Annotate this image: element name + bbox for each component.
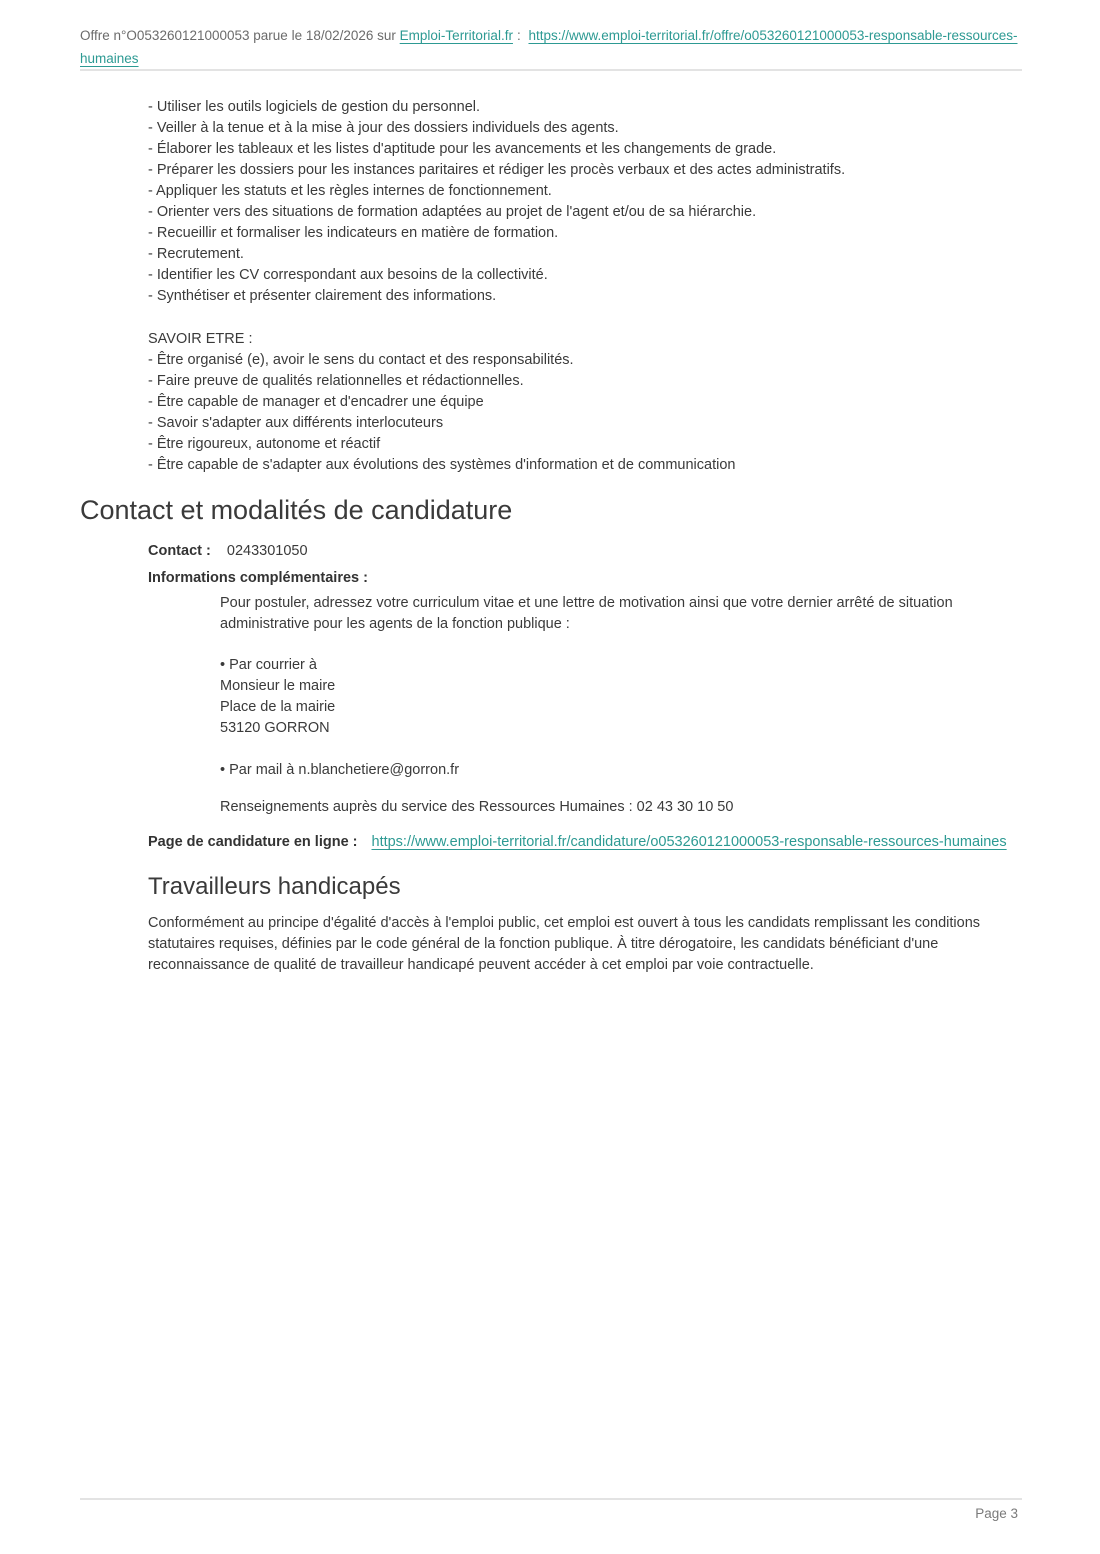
header-divider — [80, 69, 1022, 71]
list-item: - Être capable de s'adapter aux évolutions des systèmes d'information et de communication — [148, 457, 736, 473]
site-link[interactable]: Emploi-Territorial.fr — [399, 28, 513, 43]
application-page-link[interactable]: https://www.emploi-territorial.fr/candidature/o053260121000053-responsable-ressources-humaines — [371, 834, 1007, 850]
list-item: - Faire preuve de qualités relationnelles et rédactionnelles. — [148, 373, 524, 389]
contact-row — [148, 540, 1022, 563]
handicap-paragraph: Conformément au principe d'égalité d'accès à l'emploi public, cet emploi est ouvert à tous les candidats remplissant les conditions statutaires requises, définies par le code général de la fonction publique. À titre dérogatoire, les candidats bénéficiant d'une reconnaissance de qualité de travailleur handicapé peuvent accéder à cet emploi par voie contractuelle. — [148, 915, 981, 973]
list-item: - Utiliser les outils logiciels de gestion du personnel. — [148, 99, 481, 115]
list-item: - Être organisé (e), avoir le sens du contact et des responsabilités. — [148, 352, 574, 368]
list-item: - Veiller à la tenue et à la mise à jour des dossiers individuels des agents. — [148, 120, 619, 136]
page-footer — [80, 1506, 1018, 1521]
section-title-handicap: Travailleurs handicapés — [148, 873, 401, 900]
list-item: - Appliquer les statuts et les règles internes de fonctionnement. — [148, 183, 552, 199]
list-item: - Recueillir et formaliser les indicateurs en matière de formation. — [148, 225, 559, 241]
address-line: • Par courrier à — [220, 657, 317, 673]
address-line: 53120 GORRON — [220, 720, 330, 736]
application-details — [220, 593, 1022, 818]
document-header — [80, 24, 1022, 70]
contact-label: Contact : — [148, 543, 211, 559]
page-number: Page 3 — [975, 1506, 1018, 1521]
list-item: - Préparer les dossiers pour les instances paritaires et rédiger les procès verbaux et des actes administratifs. — [148, 162, 846, 178]
informations-label: Informations complémentaires : — [148, 570, 368, 586]
application-instructions: Pour postuler, adressez votre curriculum vitae et une lettre de motivation ainsi que votre dernier arrêté de situation administrative pour les agents de la fonction publique : — [220, 595, 953, 632]
footer-divider — [80, 1498, 1022, 1500]
header-separator: : — [516, 28, 521, 43]
list-item: - Savoir s'adapter aux différents interlocuteurs — [148, 415, 444, 431]
list-item: - Élaborer les tableaux et les listes d'aptitude pour les avancements et les changements de grade. — [148, 141, 777, 157]
list-item: - Recrutement. — [148, 246, 244, 262]
savoir-etre-section — [148, 329, 1022, 476]
contact-phone-value: 0243301050 — [226, 543, 308, 559]
savoir-etre-title: SAVOIR ETRE : — [148, 331, 253, 347]
offer-url-link[interactable]: https://www.emploi-territorial.fr/offre/o053260121000053-responsable-ressources-humaines — [80, 28, 1018, 66]
list-item: - Être capable de manager et d'encadrer une équipe — [148, 394, 484, 410]
address-line: Monsieur le maire — [220, 678, 336, 694]
application-page-row — [148, 831, 1022, 854]
offer-reference-text: Offre n°O053260121000053 parue le 18/02/2026 sur — [80, 28, 396, 43]
section-title-contact: Contact et modalités de candidature — [80, 495, 513, 525]
application-page-label: Page de candidature en ligne : — [148, 834, 358, 850]
email-contact-line: • Par mail à n.blanchetiere@gorron.fr — [220, 762, 460, 778]
address-line: Place de la mairie — [220, 699, 336, 715]
skills-list — [148, 97, 1022, 307]
postal-address-block — [220, 655, 1022, 739]
list-item: - Orienter vers des situations de formation adaptées au projet de l'agent et/ou de sa hiérarchie. — [148, 204, 757, 220]
list-item: - Être rigoureux, autonome et réactif — [148, 436, 381, 452]
list-item: - Identifier les CV correspondant aux besoins de la collectivité. — [148, 267, 548, 283]
list-item: - Synthétiser et présenter clairement des informations. — [148, 288, 497, 304]
phone-info-line: Renseignements auprès du service des Ressources Humaines : 02 43 30 10 50 — [220, 799, 734, 815]
document-body — [80, 97, 1022, 976]
informations-row — [148, 567, 1022, 590]
